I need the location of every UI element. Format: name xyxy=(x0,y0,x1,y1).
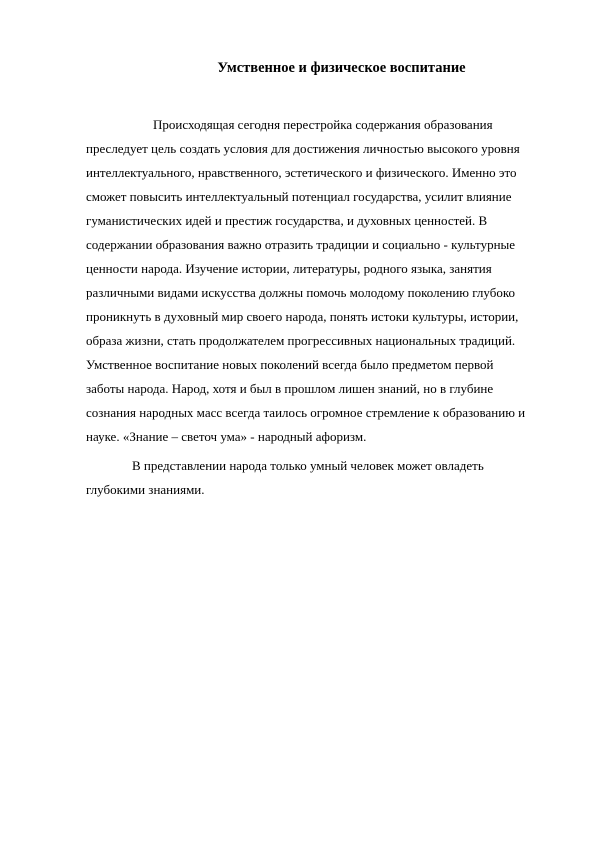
paragraph-line: Происходящая сегодня перестройка содержания образования xyxy=(153,117,493,132)
paragraph-line: глубокими знаниями. xyxy=(86,482,205,497)
paragraph-line: Умственное воспитание новых поколений всегда было предметом первой xyxy=(86,357,494,372)
paragraph-line: науке. «Знание – светоч ума» - народный афоризм. xyxy=(86,429,367,444)
paragraph-line: В представлении народа только умный человек может овладеть xyxy=(132,458,484,473)
paragraph-line: сознания народных масс всегда таилось огромное стремление к образованию и xyxy=(86,405,526,420)
paragraph-line: гуманистических идей и престиж государства, и духовных ценностей. В xyxy=(86,213,488,228)
document-title: Умственное и физическое воспитание xyxy=(217,60,466,76)
paragraph-line: проникнуть в духовный мир своего народа, понять истоки культуры, истории, xyxy=(86,309,519,324)
paragraph-line: интеллектуального, нравственного, эстетического и физического. Именно это xyxy=(86,165,517,180)
paragraph-line: различными видами искусства должны помочь молодому поколению глубоко xyxy=(86,285,516,300)
paragraph-line: преследует цель создать условия для достижения личностью высокого уровня xyxy=(86,141,520,156)
paragraph-line: содержании образования важно отразить традиции и социально - культурные xyxy=(86,237,516,252)
paragraph-line: сможет повысить интеллектуальный потенциал государства, усилит влияние xyxy=(86,189,512,204)
paragraph-line: образа жизни, стать продолжателем прогрессивных национальных традиций. xyxy=(86,333,516,348)
paragraph-line: заботы народа. Народ, хотя и был в прошлом лишен знаний, но в глубине xyxy=(86,381,494,396)
paragraph-line: ценности народа. Изучение истории, литературы, родного языка, занятия xyxy=(86,261,492,276)
